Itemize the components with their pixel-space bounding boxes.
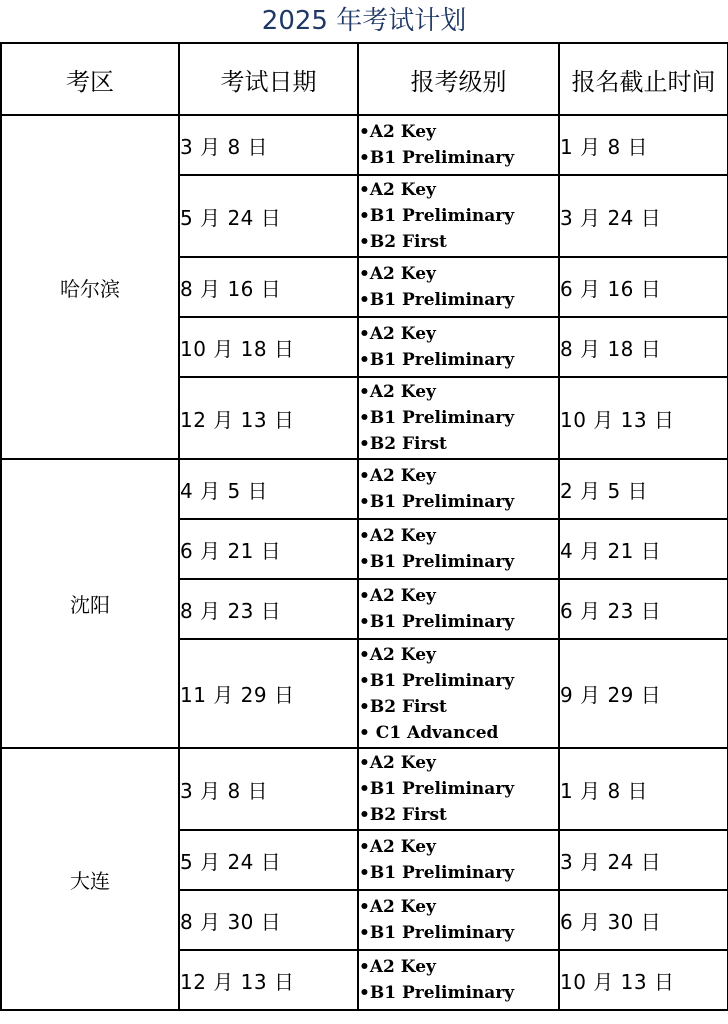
header-row [1,43,728,115]
level-item: •A2 Key [359,644,436,665]
levels-cell [358,175,559,257]
exam-date-cell: 12 月 13 日 [179,377,358,459]
level-item: •B1 Preliminary [359,350,515,370]
region-cell: 大连 [1,748,179,1010]
header-region: 考区 [1,43,179,115]
exam-date-cell: 3 月 8 日 [179,748,358,830]
level-item: •B1 Preliminary [359,552,515,572]
exam-date-cell: 5 月 24 日 [179,830,358,890]
exam-date-cell: 8 月 30 日 [179,890,358,950]
level-item: •A2 Key [359,382,436,402]
levels-cell [358,579,559,639]
deadline-cell: 10 月 13 日 [559,950,728,1010]
level-item: •B1 Preliminary [359,148,515,168]
level-item: •B2 First [359,232,447,252]
level-item: •A2 Key [359,957,436,977]
level-item: • C1 Advanced [359,722,499,743]
level-item: •A2 Key [359,753,436,773]
region-cell: 沈阳 [1,459,179,748]
exam-date-cell: 6 月 21 日 [179,519,358,579]
deadline-cell: 4 月 21 日 [559,519,728,579]
level-item: •A2 Key [359,122,436,142]
exam-date-cell: 11 月 29 日 [179,639,358,748]
levels-cell [358,890,559,950]
level-item: •B2 First [359,434,447,454]
level-item: •A2 Key [359,264,436,284]
exam-schedule-table [0,42,728,1011]
levels-cell [358,639,559,748]
level-item: •B2 First [359,696,447,717]
deadline-cell: 9 月 29 日 [559,639,728,748]
level-item: •B1 Preliminary [359,983,515,1003]
levels-cell [358,459,559,519]
level-item: •A2 Key [359,586,436,606]
exam-date-cell: 8 月 16 日 [179,257,358,317]
table-row [1,748,728,830]
exam-date-cell: 5 月 24 日 [179,175,358,257]
deadline-cell: 8 月 18 日 [559,317,728,377]
levels-cell [358,317,559,377]
level-item: •A2 Key [359,180,436,200]
level-item: •B1 Preliminary [359,779,515,799]
region-cell: 哈尔滨 [1,115,179,459]
deadline-cell: 6 月 30 日 [559,890,728,950]
deadline-cell: 1 月 8 日 [559,115,728,175]
level-item: •A2 Key [359,466,436,486]
page-title: 2025 年考试计划 [261,6,467,36]
deadline-cell: 3 月 24 日 [559,175,728,257]
levels-cell [358,950,559,1010]
exam-date-cell: 8 月 23 日 [179,579,358,639]
levels-cell [358,257,559,317]
level-item: •A2 Key [359,526,436,546]
level-item: •B1 Preliminary [359,290,515,310]
level-item: •A2 Key [359,897,436,917]
level-item: •B1 Preliminary [359,492,515,512]
header-levels: 报考级别 [358,43,559,115]
exam-date-cell: 3 月 8 日 [179,115,358,175]
table-row [1,459,728,519]
deadline-cell: 6 月 16 日 [559,257,728,317]
levels-cell [358,519,559,579]
level-item: •B1 Preliminary [359,206,515,226]
level-item: •A2 Key [359,837,436,857]
deadline-cell: 10 月 13 日 [559,377,728,459]
deadline-cell: 2 月 5 日 [559,459,728,519]
header-exam-date: 考试日期 [179,43,358,115]
level-item: •B1 Preliminary [359,612,515,632]
deadline-cell: 3 月 24 日 [559,830,728,890]
exam-date-cell: 12 月 13 日 [179,950,358,1010]
level-item: •B1 Preliminary [359,670,515,691]
levels-cell [358,115,559,175]
header-deadline: 报名截止时间 [559,43,728,115]
deadline-cell: 6 月 23 日 [559,579,728,639]
exam-date-cell: 4 月 5 日 [179,459,358,519]
levels-cell [358,748,559,830]
level-item: •B1 Preliminary [359,863,515,883]
table-row [1,115,728,175]
level-item: •A2 Key [359,324,436,344]
level-item: •B1 Preliminary [359,408,515,428]
levels-cell [358,377,559,459]
exam-date-cell: 10 月 18 日 [179,317,358,377]
level-item: •B2 First [359,805,447,825]
deadline-cell: 1 月 8 日 [559,748,728,830]
level-item: •B1 Preliminary [359,923,515,943]
levels-cell [358,830,559,890]
